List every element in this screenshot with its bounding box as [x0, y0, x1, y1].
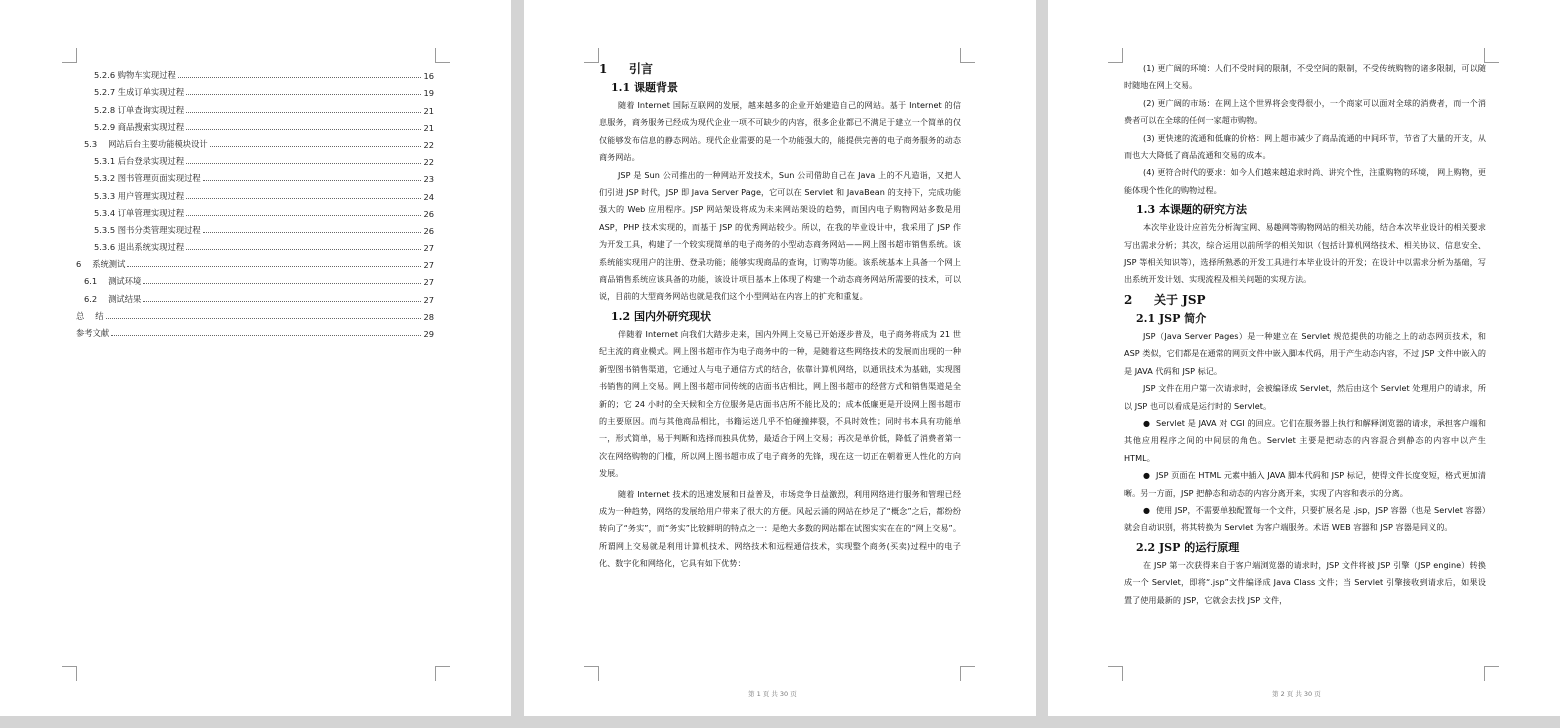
- page-footer: 第 1 页 共 30 页: [748, 690, 797, 698]
- toc-leader-dots: [186, 249, 421, 250]
- section-heading: 1.1 课题背景: [611, 81, 678, 94]
- toc-entry-page: 16: [423, 71, 434, 82]
- crop-mark: [1108, 666, 1123, 681]
- toc-leader-dots: [111, 335, 421, 336]
- page-footer: 第 2 页 共 30 页: [1272, 690, 1321, 698]
- toc-leader-dots: [186, 163, 421, 164]
- toc-entry[interactable]: [76, 287, 434, 304]
- toc-entry[interactable]: [76, 150, 434, 167]
- bullet-paragraph: [1124, 467, 1486, 502]
- toc-entry-label: 5.3.2 图书管理页面实现过程: [94, 173, 201, 184]
- crop-mark: [584, 666, 599, 681]
- section-heading: 2.2 JSP 的运行原理: [1136, 540, 1240, 554]
- toc-entry-page: 21: [423, 105, 434, 116]
- bullet-paragraph: [1124, 502, 1486, 537]
- crop-mark: [584, 48, 599, 63]
- toc-leader-dots: [210, 146, 422, 147]
- toc-entry-page: 26: [423, 208, 434, 219]
- toc-entry[interactable]: [76, 184, 434, 201]
- toc-entry-label: 5.3.4 订单管理实现过程: [94, 207, 185, 218]
- paragraph: JSP（Java Server Pages）是一种建立在 Servlet 规范提供的功能之上的动态网页技术，和 ASP 类似，它们都是在通常的网页文件中嵌入脚本代码，用于产生动态内容，不过 JSP 文件中嵌入的是 JAVA 代码和 JSP 标记。: [1124, 330, 1486, 376]
- crop-mark: [1484, 48, 1499, 63]
- toc-entry[interactable]: [76, 305, 434, 322]
- toc-entry[interactable]: [76, 270, 434, 287]
- section-heading: 1.2 国内外研究现状: [611, 309, 711, 323]
- paragraph: (3) 更快速的流通和低廉的价格：网上超市减少了商品流通的中间环节，节省了大量的开支，从而也大大降低了商品流通和交易的成本。: [1124, 132, 1486, 161]
- toc-entry[interactable]: [76, 167, 434, 184]
- toc-entry[interactable]: [76, 202, 434, 219]
- chapter-number: 1: [599, 62, 608, 76]
- toc-entry-page: 26: [423, 225, 434, 236]
- toc-leader-dots: [186, 129, 421, 130]
- page-3-body: [1124, 60, 1486, 609]
- toc-entry-page: 27: [423, 277, 434, 288]
- toc-entry[interactable]: [76, 133, 434, 150]
- chapter-title: 关于 JSP: [1154, 292, 1206, 307]
- toc-entry-label: 6 系统测试: [76, 259, 126, 270]
- toc-leader-dots: [143, 283, 421, 284]
- page-toc: [0, 0, 511, 716]
- toc-entry-label: 5.3.6 退出系统实现过程: [94, 242, 185, 253]
- toc-entry-label: 6.2 测试结果: [84, 293, 142, 304]
- toc-leader-dots: [127, 266, 421, 267]
- toc-entry-label: 参考文献: [76, 328, 110, 338]
- paragraph: JSP 文件在用户第一次请求时，会被编译成 Servlet，然后由这个 Servlet 处理用户的请求，所以 JSP 也可以看成是运行时的 Servlet。: [1124, 383, 1486, 411]
- paragraph: (1) 更广阔的环境：人们不受时间的限制，不受空间的限制，不受传统购物的诸多限制，可以随时随地在网上交易。: [1124, 63, 1486, 91]
- crop-mark: [960, 666, 975, 681]
- crop-mark: [1484, 666, 1499, 681]
- crop-mark: [62, 48, 77, 63]
- bullet-text: Servlet 是 JAVA 对 CGI 的回应。它们在服务器上执行和解释浏览器的请求，承担客户端和其他应用程序之间的中间层的角色。Servlet 主要是把动态的内容混合到静态的内容中以产生 HTML。: [1124, 417, 1486, 463]
- toc-leader-dots: [106, 318, 422, 319]
- toc-entry[interactable]: [76, 64, 434, 81]
- toc-entry-page: 27: [423, 243, 434, 254]
- paragraph: 在 JSP 第一次获得来自于客户端浏览器的请求时，JSP 文件将被 JSP 引擎（JSP engine）转换成一个 Servlet，即将“.jsp”文件编译成 Java Class 文件；当 Servlet 引擎接收到请求后，如果设置了使用最新的 JSP，它就会去找 JSP 文件，: [1124, 559, 1486, 605]
- toc-entry[interactable]: [76, 98, 434, 115]
- toc-entry-label: 5.3.3 用户管理实现过程: [94, 190, 185, 201]
- toc-entry-label: 5.2.6 购物车实现过程: [94, 70, 176, 81]
- paragraph: 伴随着 Internet 向我们大踏步走来，国内外网上交易已开始逐步普及，电子商务将成为 21 世纪主流的商业模式。网上图书超市作为电子商务中的一种，是随着这些网络技术的发展而出现的一种新型图书销售渠道，它通过人与电子通信方式的结合，依靠计算机网络，以通讯技术为基础，实现图书销售的网上交易。网上图书超市同传统的店面书店相比，网上图书超市的经营方式和销售渠道是全新的；它 24 小时的全天候和全方位服务是店面书店所不能比及的；成本低廉更是开设网上图书超市的主要原因。而与其他商品相比，书籍运送几乎不怕碰撞摔裂，不具时效性；同时书本具有功能单一，形式简单，易于判断和选择而独具优势，最适合于网上交易；再次是单价低，降低了消费者第一次在网络购物的门槛，所以网上图书超市成了电子商务的先锋，现在这一切正在朝着更人性化的方向发展。: [599, 328, 961, 479]
- toc-entry-label: 5.3.1 后台登录实现过程: [94, 156, 185, 167]
- crop-mark: [435, 666, 450, 681]
- bullet-icon: ●: [1142, 471, 1150, 481]
- crop-mark: [435, 48, 450, 63]
- chapter-title: 引言: [629, 62, 654, 76]
- bullet-text: 使用 JSP，不需要单独配置每一个文件，只要扩展名是 .jsp，JSP 容器（也是 Servlet 容器）就会自动识别，将其转换为 Servlet 为客户端服务。术语 WEB 容器和 JSP 容器是同义的。: [1124, 504, 1486, 533]
- toc-entry-label: 6.1 测试环境: [84, 276, 142, 287]
- toc-entry-label: 5.3.5 图书分类管理实现过程: [94, 224, 201, 235]
- toc-entry-page: 21: [423, 122, 434, 133]
- toc-entry-page: 29: [423, 329, 434, 339]
- toc-entry-page: 23: [423, 174, 434, 185]
- table-of-contents: [76, 64, 434, 339]
- toc-entry[interactable]: [76, 236, 434, 253]
- toc-entry-page: 24: [423, 191, 434, 202]
- toc-entry-page: 19: [423, 88, 434, 99]
- toc-leader-dots: [186, 94, 421, 95]
- toc-entry[interactable]: [76, 253, 434, 270]
- toc-entry-label: 5.2.7 生成订单实现过程: [94, 87, 185, 98]
- toc-entry-page: 28: [423, 311, 434, 322]
- toc-entry-label: 5.3 网站后台主要功能模块设计: [84, 138, 208, 149]
- bullet-text: JSP 页面在 HTML 元素中插入 JAVA 脚本代码和 JSP 标记，使得文件长度变短，格式更加清晰。另一方面，JSP 把静态和动态的内容分离开来，实现了内容和表示的分离。: [1124, 470, 1486, 498]
- section-heading: 1.3 本课题的研究方法: [1136, 203, 1247, 217]
- chapter-heading: [1124, 291, 1486, 308]
- chapter-number: 2: [1124, 292, 1133, 307]
- section-heading: 2.1 JSP 简介: [1136, 311, 1207, 325]
- crop-mark: [1108, 48, 1123, 63]
- toc-entry[interactable]: [76, 219, 434, 236]
- bullet-icon: ●: [1142, 418, 1150, 428]
- toc-entry[interactable]: [76, 116, 434, 133]
- paragraph: (2) 更广阔的市场：在网上这个世界将会变得很小，一个商家可以面对全球的消费者，而一个消费者可以在全球的任何一家超市购物。: [1124, 97, 1486, 126]
- toc-entry-label: 5.2.9 商品搜索实现过程: [94, 121, 185, 132]
- toc-leader-dots: [178, 77, 422, 78]
- paragraph: (4) 更符合时代的要求：如今人们越来越追求时尚、讲究个性，注重购物的环境， 网上购物，更能体现个性化的购物过程。: [1124, 167, 1486, 195]
- toc-entry-page: 27: [423, 260, 434, 271]
- chapter-heading: [599, 60, 961, 77]
- toc-entry-page: 22: [423, 139, 434, 150]
- toc-entry[interactable]: [76, 322, 434, 339]
- toc-leader-dots: [186, 112, 421, 113]
- toc-entry-label: 5.2.8 订单查询实现过程: [94, 104, 185, 115]
- bullet-paragraph: [1124, 415, 1486, 467]
- paragraph: 本次毕业设计应首先分析淘宝网、易趣网等购物网站的相关功能，结合本次毕业设计的相关要求写出需求分析；其次，综合运用以前所学的相关知识（包括计算机网络技术、相关协议、信息安全、JSP 等相关知识等），选择所熟悉的开发工具进行本毕业设计的开发；在设计中以需求分析为基础，写出系统开发计划、实现流程及相关问题的实现方法。: [1124, 222, 1486, 285]
- paragraph: 随着 Internet 国际互联网的发展，越来越多的企业开始建造自己的网站。基于 Internet 的信息服务，商务服务已经成为现代企业一项不可缺少的内容，很多企业都已不满足于建立一个简单的仅仅能够发布信息的静态网站。现代企业需要的是一个功能强大的，能提供完善的电子商务服务的动态商务网站。: [599, 100, 961, 163]
- bullet-icon: ●: [1142, 505, 1150, 515]
- toc-leader-dots: [203, 180, 422, 181]
- page-2-body: [599, 58, 961, 573]
- toc-leader-dots: [186, 198, 421, 199]
- toc-entry-page: 22: [423, 157, 434, 168]
- toc-entry[interactable]: [76, 81, 434, 98]
- crop-mark: [960, 48, 975, 63]
- paragraph: JSP 是 Sun 公司推出的一种网站开发技术，Sun 公司借助自己在 Java 上的不凡造诣，又把人们引进 JSP 时代，JSP 即 Java Server Page，它可以在 Servlet 和 JavaBean 的支持下，完成功能强大的 Web 应用程序。JSP 网站架设将成为未来网站架设的趋势，而国内电子购物网站多数是用 ASP，PHP 技术实现的，而基于 JSP 的优秀网站较少。所以，在我的毕业设计中，我采用了 JSP 作为开发工具，构建了一个较实现简单的电子商务的小型动态商务网站——网上图书超市销售系统。该系统能实现用户的注册、登录功能；能够实现商品的查询，订购等功能。该系统基本上具备一个网上商品销售系统应该具备的功能，该设计项目基本上体现了构建一个动态商务网站所需要的技术，可以说，目前的大型商务网站也就是我们这个小型网站在内容上的扩充和重复。: [599, 169, 961, 302]
- toc-entry-label: 总 结: [76, 310, 104, 321]
- toc-leader-dots: [186, 215, 421, 216]
- crop-mark: [62, 666, 77, 681]
- toc-leader-dots: [143, 301, 421, 302]
- toc-entry-page: 27: [423, 294, 434, 305]
- toc-leader-dots: [203, 232, 422, 233]
- paragraph: 随着 Internet 技术的迅速发展和日益普及，市场竞争日益激烈，利用网络进行服务和管理已经成为一种趋势，网络的发展给用户带来了很大的方便。风起云涌的网站在炒足了“概念”之后，都纷纷转向了“务实”，而“务实”比较鲜明的特点之一：是绝大多数的网站都在试图实实在在的“网上交易”。所谓网上交易就是利用计算机技术、网络技术和远程通信技术，实现整个商务(买卖)过程中的电子化、数字化和网络化，它具有如下优势：: [599, 488, 961, 569]
